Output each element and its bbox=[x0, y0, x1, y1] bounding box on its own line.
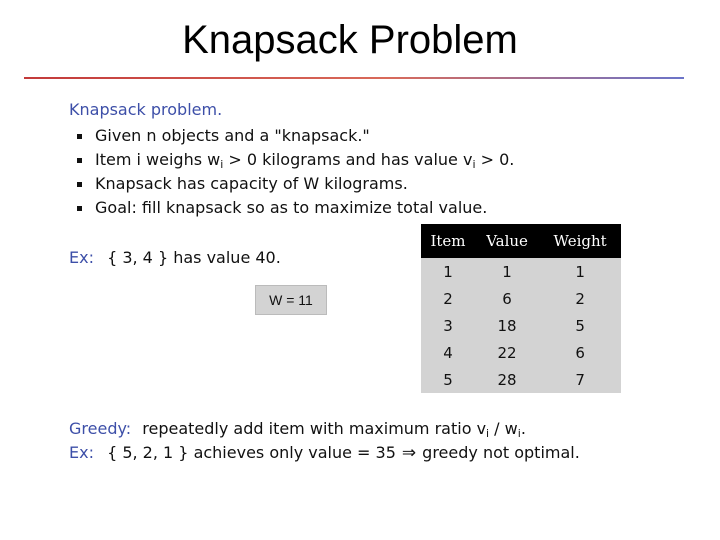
bullet-item bbox=[77, 126, 514, 150]
slide-title: Knapsack Problem bbox=[182, 18, 518, 62]
example-line bbox=[69, 248, 281, 267]
example2-line bbox=[69, 443, 580, 463]
table-cell: 5 bbox=[575, 316, 585, 335]
table-cell: 5 bbox=[443, 370, 453, 389]
table-cell: 7 bbox=[575, 370, 585, 389]
subscript: i bbox=[486, 427, 490, 440]
capacity-box: W = 11 bbox=[255, 285, 327, 315]
bullet-marker bbox=[77, 206, 82, 211]
example-text: { 3, 4 } has value 40. bbox=[107, 248, 281, 267]
bullet-item bbox=[77, 198, 514, 222]
table-cell: 4 bbox=[443, 343, 453, 362]
title-divider bbox=[24, 77, 684, 79]
bullet-list bbox=[77, 126, 514, 222]
table-cell: 28 bbox=[497, 370, 517, 389]
table-row bbox=[421, 285, 621, 312]
column-header: Value bbox=[475, 224, 539, 258]
column-header: Weight bbox=[539, 224, 621, 258]
bullet-marker bbox=[77, 134, 82, 139]
implies-arrow-icon: ⇒ bbox=[401, 443, 417, 463]
bullet-item bbox=[77, 150, 514, 174]
greedy-label: Greedy: bbox=[69, 419, 132, 438]
table-header-row bbox=[421, 224, 621, 258]
bullet-text: Knapsack has capacity of W kilograms. bbox=[95, 174, 408, 193]
table-row bbox=[421, 366, 621, 393]
subscript: i bbox=[220, 158, 224, 171]
example-label: Ex: bbox=[69, 248, 94, 267]
subscript: i bbox=[472, 158, 476, 171]
bullet-marker bbox=[77, 158, 82, 163]
table-cell: 6 bbox=[575, 343, 585, 362]
bullet-item bbox=[77, 174, 514, 198]
items-table bbox=[421, 224, 621, 393]
bullet-text: Given n objects and a "knapsack." bbox=[95, 126, 370, 145]
example2-text: { 5, 2, 1 } achieves only value = 35 bbox=[107, 443, 396, 462]
column-header: Item bbox=[421, 224, 475, 258]
table-cell: 18 bbox=[497, 316, 517, 335]
table-cell: 1 bbox=[443, 262, 453, 281]
table-row bbox=[421, 258, 621, 285]
example2-label: Ex: bbox=[69, 443, 94, 462]
section-heading: Knapsack problem. bbox=[69, 100, 223, 119]
table-cell: 6 bbox=[502, 289, 512, 308]
table-cell: 22 bbox=[497, 343, 517, 362]
table-row bbox=[421, 312, 621, 339]
table-row bbox=[421, 339, 621, 366]
bullet-text: > 0. bbox=[475, 150, 515, 169]
greedy-text: repeatedly add item with maximum ratio v bbox=[142, 419, 487, 438]
table-cell: 2 bbox=[443, 289, 453, 308]
bullet-text: Item i weighs w bbox=[95, 150, 221, 169]
table-cell: 1 bbox=[575, 262, 585, 281]
bullet-text: Goal: fill knapsack so as to maximize total value. bbox=[95, 198, 488, 217]
subscript: i bbox=[517, 427, 521, 440]
greedy-text: . bbox=[520, 419, 526, 438]
table-cell: 2 bbox=[575, 289, 585, 308]
greedy-text: / w bbox=[489, 419, 518, 438]
table-cell: 3 bbox=[443, 316, 453, 335]
example2-conclusion: greedy not optimal. bbox=[422, 443, 580, 462]
greedy-line bbox=[69, 419, 526, 440]
bullet-marker bbox=[77, 182, 82, 187]
bullet-text: > 0 kilograms and has value v bbox=[223, 150, 473, 169]
table-cell: 1 bbox=[502, 262, 512, 281]
